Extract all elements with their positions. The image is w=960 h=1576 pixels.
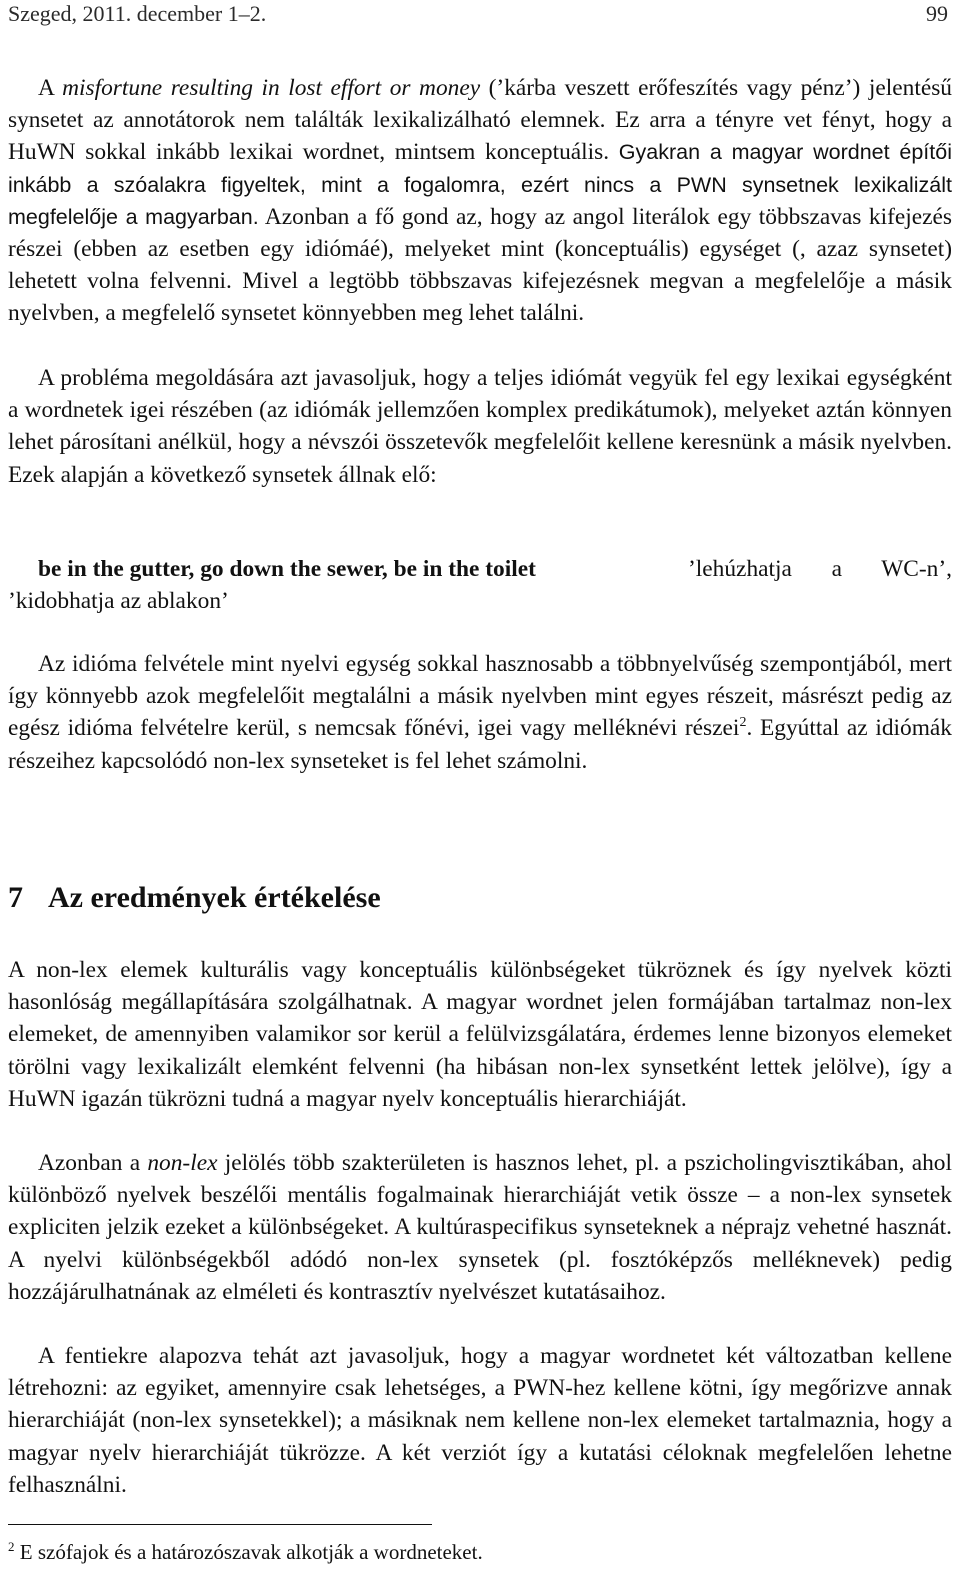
- section-title: Az eredmények értékelése: [48, 881, 381, 914]
- paragraph-idiom-benefit: [8, 648, 952, 777]
- footnote-text: E szófajok és a határozószavak alkotják a wordneteket.: [14, 1540, 483, 1564]
- running-header: [8, 0, 952, 28]
- p1-text-rest: Azonban a fő gond az, hogy az angol literálok egy többszavas kifejezés részei (ebben az esetben egy idiómáé), melyeket mint (konceptuális) egységet (, azaz synsetet) lehetett volna felvenni. Mivel a legtöbb többszavas kifejezésnek megvan a megfelelője a másik nyelvben, a megfelelő synsetet könnyebben meg lehet találni.: [8, 203, 952, 327]
- paragraph-applications: [8, 1147, 952, 1308]
- example-hungarian-1: ’lehúzhatja a WC-n’,: [688, 556, 952, 582]
- p5-italic-term: non-lex: [147, 1150, 218, 1176]
- footnote-mark: 2: [8, 1539, 15, 1554]
- footnote: [8, 1538, 483, 1566]
- paragraph-idiom-example: [8, 72, 952, 330]
- example-english-idioms: be in the gutter, go down the sewer, be in the toilet: [38, 556, 536, 582]
- p1-sans-sentence: Gyakran a magyar wordnet építői inkább a szóalakra figyeltek, mint a fogalomra, ezért nincs a PWN synsetnek lexikalizált megfelelője a magyarban.: [8, 140, 952, 229]
- footnote-rule: [8, 1524, 432, 1525]
- example-hungarian-2: ’kidobhatja az ablakon’: [8, 588, 229, 614]
- page-number: 99: [926, 1, 948, 26]
- p3-text-rest: . Egyúttal az idiómák részeihez kapcsolódó non-lex synseteket is fel lehet számolni.: [8, 715, 952, 774]
- p3-text: Az idióma felvétele mint nyelvi egység sokkal hasznosabb a többnyelvűség szempontjából, mert így könnyebb azok megfelelőit megtalálni a másik nyelvben mint egyes részeit, másrészt pedig az egész idióma felvételre kerül, s nemcsak főnévi, igei vagy melléknévi részei: [8, 651, 952, 742]
- section-number: 7: [8, 881, 23, 914]
- p5-text-a: Azonban a: [38, 1150, 148, 1176]
- paragraph-proposal: A probléma megoldására azt javasoljuk, hogy a teljes idiómát vegyük fel egy lexikai egységként a wordnetek igei részében (az idiómák jellemzően komplex predikátumok), melyeket aztán könnyen lehet párosítani anélkül, hogy a névszói összetevők megfelelőit kellene keresnünk a másik nyelvben. Ezek alapján a következő synsetek állnak elő:: [8, 365, 952, 488]
- running-head-text: Szeged, 2011. december 1–2.: [8, 1, 267, 26]
- example-line-2: [8, 585, 952, 617]
- p1-text-b: (’kárba veszett erőfeszítés vagy pénz’) jelentésű synsetet az annotátorok nem találták lexikalizálható elemnek. Ez arra a tényre vet fényt, hogy a HuWN sokkal inkább lexikai wordnet, mintsem konceptuális.: [8, 75, 952, 166]
- section-heading: [8, 878, 381, 918]
- paragraph-evaluation: A non-lex elemek kulturális vagy konceptuális különbségeket tükröznek és így nyelvek közti hasonlóság megállapítására szolgálhatnak. A magyar wordnet jelen formájában tartalmaz non-lex elemeket, de amennyiben valamikor sor kerül a felülvizsgálatára, érdemes lenne bizonyos elemeket törölni vagy lexikalizált elemként felvenni (ha hibásan non-lex synsetként lettek jelölve), így a HuWN igazán tükrözni tudná a magyar nyelv konceptuális hierarchiáját.: [8, 957, 952, 1112]
- footnote-reference: 2: [739, 715, 747, 731]
- p5-text-b: jelölés több szakterületen is hasznos lehet, pl. a pszicholingvisztikában, ahol különböző nyelvek beszélői mentális fogalmainak hierarchiáját vetik össze – a non-lex synsetek expliciten jelzik ezeket a különbségeket. A kultúraspecifikus synseteknek a néprajz vehetné hasznát. A nyelvi különbségekből adódó non-lex synsetek (pl. fosztóképzős melléknevek) pedig hozzájárulhatnának az elméleti és kontrasztív nyelvészet kutatásaihoz.: [8, 1150, 952, 1305]
- paragraph-conclusion: A fentiekre alapozva tehát azt javasoljuk, hogy a magyar wordnetet két változatban kellene létrehozni: az egyiket, amennyire csak lehetséges, a PWN-hez kellene kötni, így megőrizve annak hierarchiáját (non-lex synsetekkel); a másiknak nem kellene non-lex elemeket tartalmaznia, hogy a magyar nyelv hierarchiáját tükrözze. A két verziót így a kutatási céloknak megfelelően lehetne felhasználni.: [8, 1343, 952, 1498]
- p1-italic-phrase: misfortune resulting in lost effort or money: [62, 75, 481, 101]
- p1-text-a: A: [38, 75, 63, 101]
